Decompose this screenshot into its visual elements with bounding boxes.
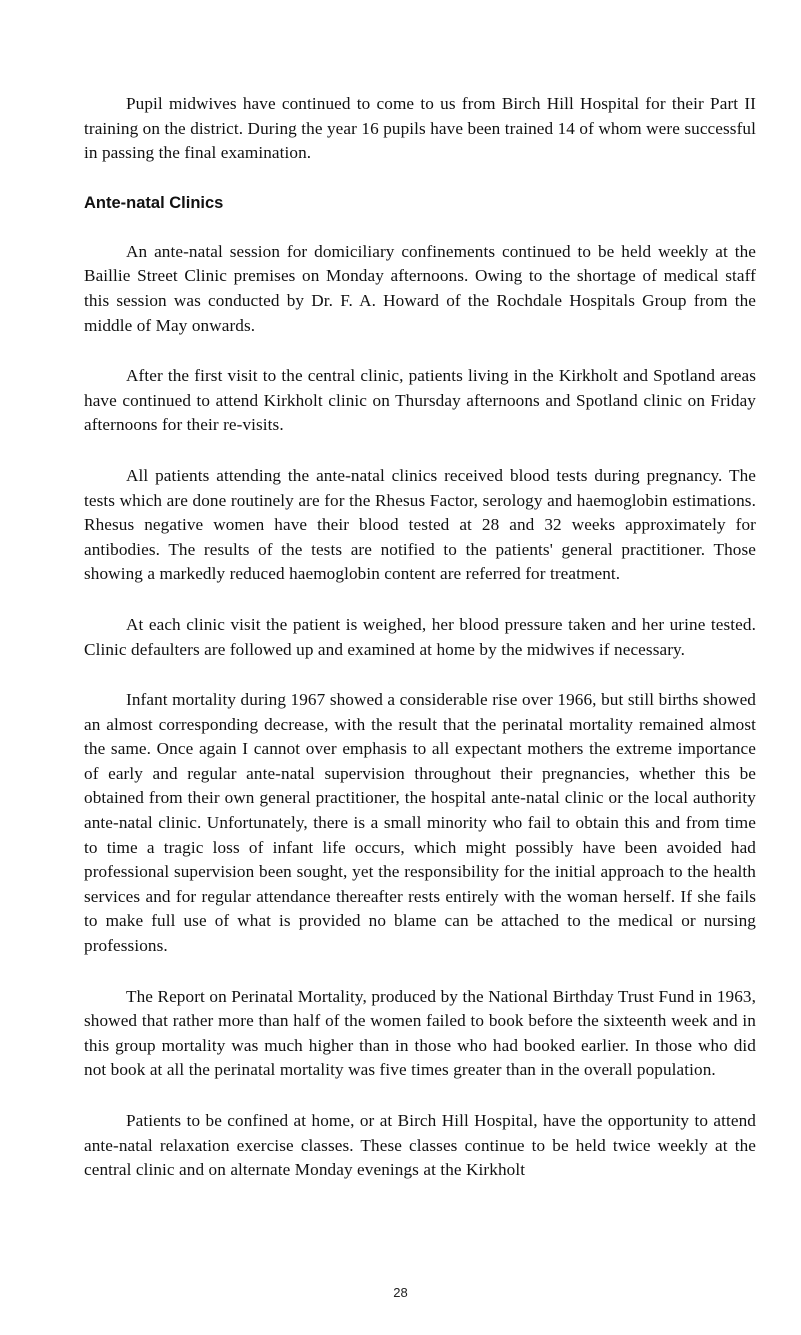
paragraph-blood-tests: All patients attending the ante-natal clinics received blood tests during pregnancy. The tests which are done routinely are for the Rhesus Factor, serology and haemoglobin estimations. Rhesus negative women have their blood tested at 28 and 32 weeks approximately for antibodies. The results of the tests are notified to the patients' general practitioner. Those showing a markedly reduced haemoglobin content are referred for treatment. [84,465,756,584]
intro-paragraph: Pupil midwives have continued to come to us from Birch Hill Hospital for their Part II training on the district. During the year 16 pupils have been trained 14 of whom were successful in passing the final examination. [84,94,756,163]
paragraph-relaxation-classes: Patients to be confined at home, or at Birch Hill Hospital, have the opportunity to attend ante-natal relaxation exercise classes. These classes continue to be held twice weekly at the central clinic and on alternate Monday evenings at the Kirkholt [84,1111,756,1180]
paragraph-clinic-visit: At each clinic visit the patient is weighed, her blood pressure taken and her urine tested. Clinic defaulters are followed up and examined at home by the midwives if necessary. [84,614,756,659]
page-number: 28 [393,1285,408,1300]
paragraph-revisits: After the first visit to the central clinic, patients living in the Kirkholt and Spotland areas have continued to attend Kirkholt clinic on Thursday afternoons and Spotland clinic on Friday afternoons for their re-visits. [84,366,756,435]
paragraph-domiciliary-session: An ante-natal session for domiciliary confinements continued to be held weekly at the Baillie Street Clinic premises on Monday afternoons. Owing to the shortage of medical staff this session was conducted by Dr. F. A. Howard of the Rochdale Hospitals Group from the middle of May onwards. [84,241,756,335]
paragraph-infant-mortality: Infant mortality during 1967 showed a considerable rise over 1966, but still births showed an almost corresponding decrease, with the result that the perinatal mortality remained almost the same. Once again I cannot over emphasis to all expectant mothers the extreme importance of early and regular ante-natal supervision throughout their pregnancies, whether this be obtained from their own general practitioner, the hospital ante-natal clinic or the local authority ante-natal clinic. Unfortunately, there is a small minority who fail to obtain this and from time to time a tragic loss of infant life occurs, which might possibly have been avoided had professional supervision been sought, yet the responsibility for the initial approach to the health services and for regular attendance thereafter rests entirely with the woman herself. If she fails to make full use of what is provided no blame can be attached to the medical or nursing professions. [84,690,756,956]
section-heading: Ante-natal Clinics [84,193,224,212]
document-body [84,92,756,1209]
paragraph-perinatal-report: The Report on Perinatal Mortality, produced by the National Birthday Trust Fund in 1963, showed that rather more than half of the women failed to book before the sixteenth week and in this group mortality was much higher than in those who had booked earlier. In those who did not book at all the perinatal mortality was five times greater than in the overall population. [84,986,756,1080]
